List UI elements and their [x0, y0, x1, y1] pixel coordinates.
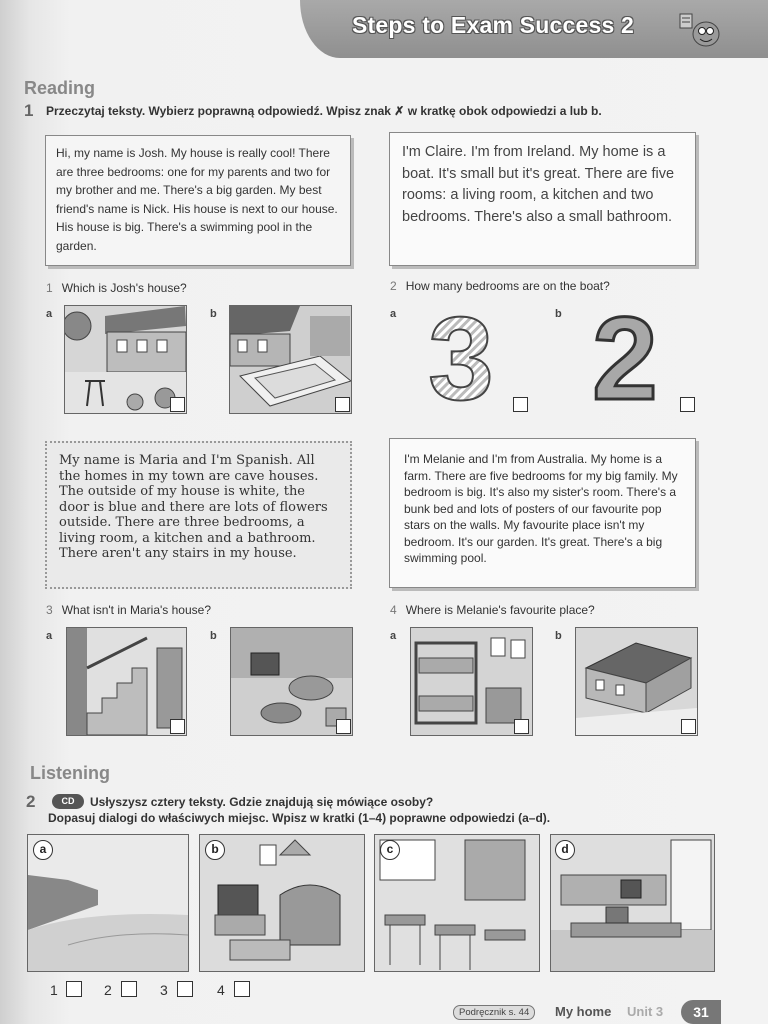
- maria-text: [45, 441, 352, 589]
- number-three-image: [420, 307, 502, 407]
- living-room-tv-image: [199, 834, 365, 972]
- textbook-reference: Podręcznik s. 44: [453, 1005, 535, 1020]
- cd-icon-label: CD: [61, 796, 75, 806]
- answer-box-4[interactable]: [234, 981, 250, 997]
- answer-checkbox-2b[interactable]: [680, 397, 695, 412]
- maria-text-body: My name is Maria and I'm Spanish. All the homes in my town are cave houses. The outside of my house is white, the door is blue and there are lots of flowers outside. There are three bedrooms, a living room, a kitchen and a bathroom. There aren't any stairs in my house.: [59, 453, 328, 561]
- reading-instruction: Przeczytaj teksty. Wybierz poprawną odpowiedź. Wpisz znak ✗ w kratkę obok odpowiedzi a lub b.: [46, 104, 602, 118]
- answer-checkbox-1a[interactable]: [170, 397, 185, 412]
- question-text: Where is Melanie's favourite place?: [405, 603, 595, 617]
- question-2: [390, 279, 610, 293]
- melanie-text-body: I'm Melanie and I'm from Australia. My home is a farm. There are five bedrooms for my big family. My bedroom is big. It's also my sister's room. There's a bunk bed and lots of posters of our favourite pop stars on the walls. My favourite place isn't my bedroom. It's our garden. It's great. There's a big swimming pool.: [404, 452, 678, 565]
- question-number: 1: [46, 281, 53, 295]
- answer-box-1[interactable]: [66, 981, 82, 997]
- reading-heading: Reading: [24, 78, 96, 98]
- picture-label-c: c: [380, 840, 400, 860]
- question-number: 3: [46, 603, 53, 617]
- footer-unit: Unit 3: [627, 1004, 664, 1019]
- question-4: [390, 603, 595, 617]
- question-number: 2: [390, 279, 397, 293]
- option-label-b: b: [555, 308, 562, 320]
- josh-text: [45, 135, 351, 266]
- answer-checkbox-2a[interactable]: [513, 397, 528, 412]
- digit-two: 2: [592, 307, 658, 407]
- exercise-number: 1: [24, 101, 34, 120]
- answer-checkbox-3a[interactable]: [170, 719, 185, 734]
- option-label-b: b: [210, 630, 217, 642]
- question-text: Which is Josh's house?: [61, 281, 187, 295]
- option-label-a: a: [46, 630, 53, 642]
- cd-icon: [52, 794, 84, 809]
- house-with-pool-image: [229, 305, 352, 414]
- number-two-image: [584, 307, 666, 407]
- question-text: What isn't in Maria's house?: [61, 603, 212, 617]
- listening-instruction-1: Usłyszysz cztery teksty. Gdzie znajdują się mówiące osoby?: [90, 795, 434, 809]
- living-room-image: [230, 627, 353, 736]
- answer-checkbox-1b[interactable]: [335, 397, 350, 412]
- option-label-a: a: [46, 308, 53, 320]
- page-number: 31: [681, 1000, 721, 1024]
- page-title: Steps to Exam Success 2: [352, 12, 635, 38]
- answer-number-3: 3: [160, 982, 168, 998]
- answer-checkbox-4b[interactable]: [681, 719, 696, 734]
- kitchen-image: [550, 834, 715, 972]
- claire-text-body: I'm Claire. I'm from Ireland. My home is a boat. It's small but it's great. There are five rooms: a living room, a kitchen and two bedrooms. There's also a small bathroom.: [402, 144, 675, 225]
- option-label-a: a: [390, 630, 397, 642]
- answer-number-2: 2: [104, 982, 112, 998]
- answer-number-4: 4: [217, 982, 225, 998]
- question-3: [46, 603, 211, 617]
- option-label-a: a: [390, 308, 397, 320]
- question-number: 4: [390, 603, 397, 617]
- picture-label-d: d: [555, 840, 575, 860]
- answer-checkbox-3b[interactable]: [336, 719, 351, 734]
- exercise-number: 2: [26, 792, 36, 811]
- answer-checkbox-4a[interactable]: [514, 719, 529, 734]
- classroom-image: [374, 834, 540, 972]
- question-text: How many bedrooms are on the boat?: [405, 279, 610, 293]
- answer-box-3[interactable]: [177, 981, 193, 997]
- mascot-icon: [674, 10, 724, 54]
- claire-text: [389, 132, 696, 266]
- footer-topic: My home: [555, 1004, 612, 1019]
- answer-number-1: 1: [50, 982, 58, 998]
- farmhouse-image: [575, 627, 698, 736]
- answer-box-2[interactable]: [121, 981, 137, 997]
- stairs-image: [66, 627, 187, 736]
- melanie-text: [389, 438, 696, 588]
- josh-text-body: Hi, my name is Josh. My house is really cool! There are three bedrooms: one for my parents and two for my brother and me. There's a big garden. My best friend's name is Nick. His house is next to our house. His house is big. There's a swimming pool in the garden.: [56, 146, 338, 253]
- listening-heading: Listening: [30, 763, 110, 783]
- listening-instruction-2: Dopasuj dialogi do właściwych miejsc. Wpisz w kratki (1–4) poprawne odpowiedzi (a–d).: [48, 811, 551, 825]
- digit-three: 3: [428, 307, 494, 407]
- option-label-b: b: [555, 630, 562, 642]
- question-1: [46, 281, 187, 295]
- picture-label-a: a: [33, 840, 53, 860]
- picture-label-b: b: [205, 840, 225, 860]
- option-label-b: b: [210, 308, 217, 320]
- house-with-garden-image: [64, 305, 187, 414]
